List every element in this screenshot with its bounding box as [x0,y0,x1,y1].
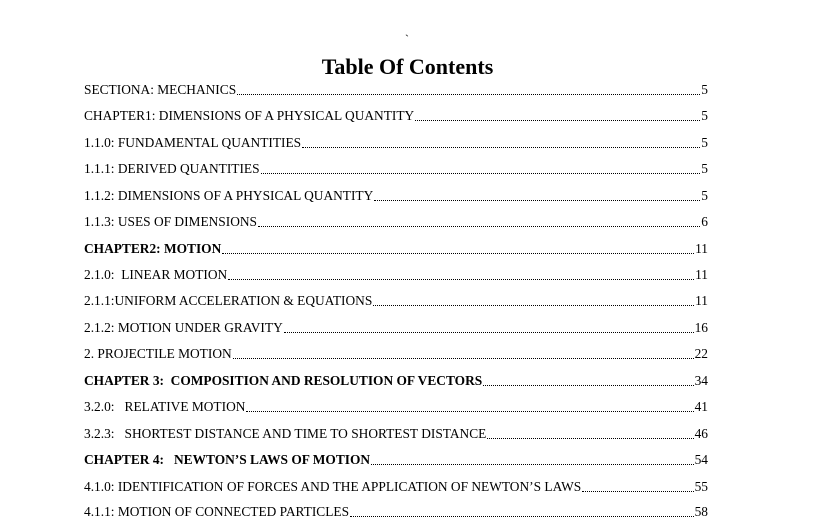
toc-entry-label: SECTIONA: MECHANICS [84,82,237,97]
dot-leader [228,279,694,280]
dot-leader [374,200,700,201]
toc-entry-label: 2.1.1:UNIFORM ACCELERATION & EQUATIONS [84,293,373,308]
toc-entry-label: 2.1.2: MOTION UNDER GRAVITY [84,320,283,335]
toc-entry[interactable] [84,291,708,309]
toc-entry-label: 2.1.0: LINEAR MOTION [84,267,228,282]
dot-leader [350,516,694,517]
dot-leader [373,305,694,306]
toc-entry-label: 1.1.1: DERIVED QUANTITIES [84,161,260,176]
toc-entry[interactable] [84,477,708,495]
toc-entry-page: 58 [694,504,708,519]
cut-off-entry [84,502,708,519]
toc-entry-page: 54 [694,452,708,467]
toc-entry-label: 3.2.3: SHORTEST DISTANCE AND TIME TO SHORTEST DISTANCE [84,426,487,441]
toc-entry-label: 4.1.0: IDENTIFICATION OF FORCES AND THE APPLICATION OF NEWTON’S LAWS [84,479,582,494]
dot-leader [284,332,694,333]
dot-leader [237,94,700,95]
toc-entry[interactable] [84,80,708,98]
toc-entry[interactable] [84,344,708,362]
toc-entry-page: 5 [701,82,708,97]
dot-leader [233,358,694,359]
toc-entry[interactable] [84,159,708,177]
toc-entry-page: 41 [694,399,708,414]
toc-entry-label: CHAPTER 4: NEWTON’S LAWS OF MOTION [84,452,371,467]
dot-leader [302,147,700,148]
toc-entry[interactable] [84,318,708,336]
toc-entry-page: 16 [694,320,708,335]
toc-entry[interactable] [84,450,708,468]
dot-leader [222,253,694,254]
toc-entry-page: 34 [694,373,708,388]
dot-leader [582,491,693,492]
toc-entry-page: 6 [701,214,708,229]
toc-entry-label: 4.1.1: MOTION OF CONNECTED PARTICLES [84,504,350,519]
toc-entry-page: 11 [695,267,708,282]
toc-entry-label: 1.1.3: USES OF DIMENSIONS [84,214,257,229]
toc-entry-label: CHAPTER 3: COMPOSITION AND RESOLUTION OF VECTORS [84,373,483,388]
dot-leader [261,173,701,174]
stray-mark: ` [405,32,409,46]
toc-entry-page: 22 [694,346,708,361]
dot-leader [415,120,700,121]
dot-leader [487,438,693,439]
toc-entry-label: CHAPTER2: MOTION [84,241,222,256]
toc-entry[interactable] [84,133,708,151]
toc-entry-page: 55 [694,479,708,494]
toc-entry-label: CHAPTER1: DIMENSIONS OF A PHYSICAL QUANTITY [84,108,415,123]
page-title: Table Of Contents [321,54,494,79]
toc-entry[interactable] [84,239,708,257]
toc-entry-page: 5 [701,108,708,123]
toc-entry[interactable] [84,265,708,283]
toc-entry[interactable] [84,424,708,442]
toc-entry-page: 11 [695,293,708,308]
toc-entry[interactable] [84,212,708,230]
toc-entry-page: 46 [694,426,708,441]
toc-entry-page: 5 [701,188,708,203]
toc-entry[interactable] [84,186,708,204]
toc-entry[interactable] [84,106,708,124]
dot-leader [371,464,694,465]
toc-entry-page: 5 [701,135,708,150]
toc-entry-label: 2. PROJECTILE MOTION [84,346,232,361]
toc-entry-page: 11 [695,241,708,256]
toc-entry-page: 5 [701,161,708,176]
dot-leader [246,411,693,412]
dot-leader [483,385,693,386]
toc-entry[interactable] [84,397,708,415]
toc-entry-label: 1.1.2: DIMENSIONS OF A PHYSICAL QUANTITY [84,188,374,203]
toc-entry-label: 1.1.0: FUNDAMENTAL QUANTITIES [84,135,302,150]
dot-leader [258,226,700,227]
toc-entry-label: 3.2.0: RELATIVE MOTION [84,399,246,414]
toc-entry[interactable] [84,371,708,389]
toc-entry-partial[interactable] [84,502,708,520]
